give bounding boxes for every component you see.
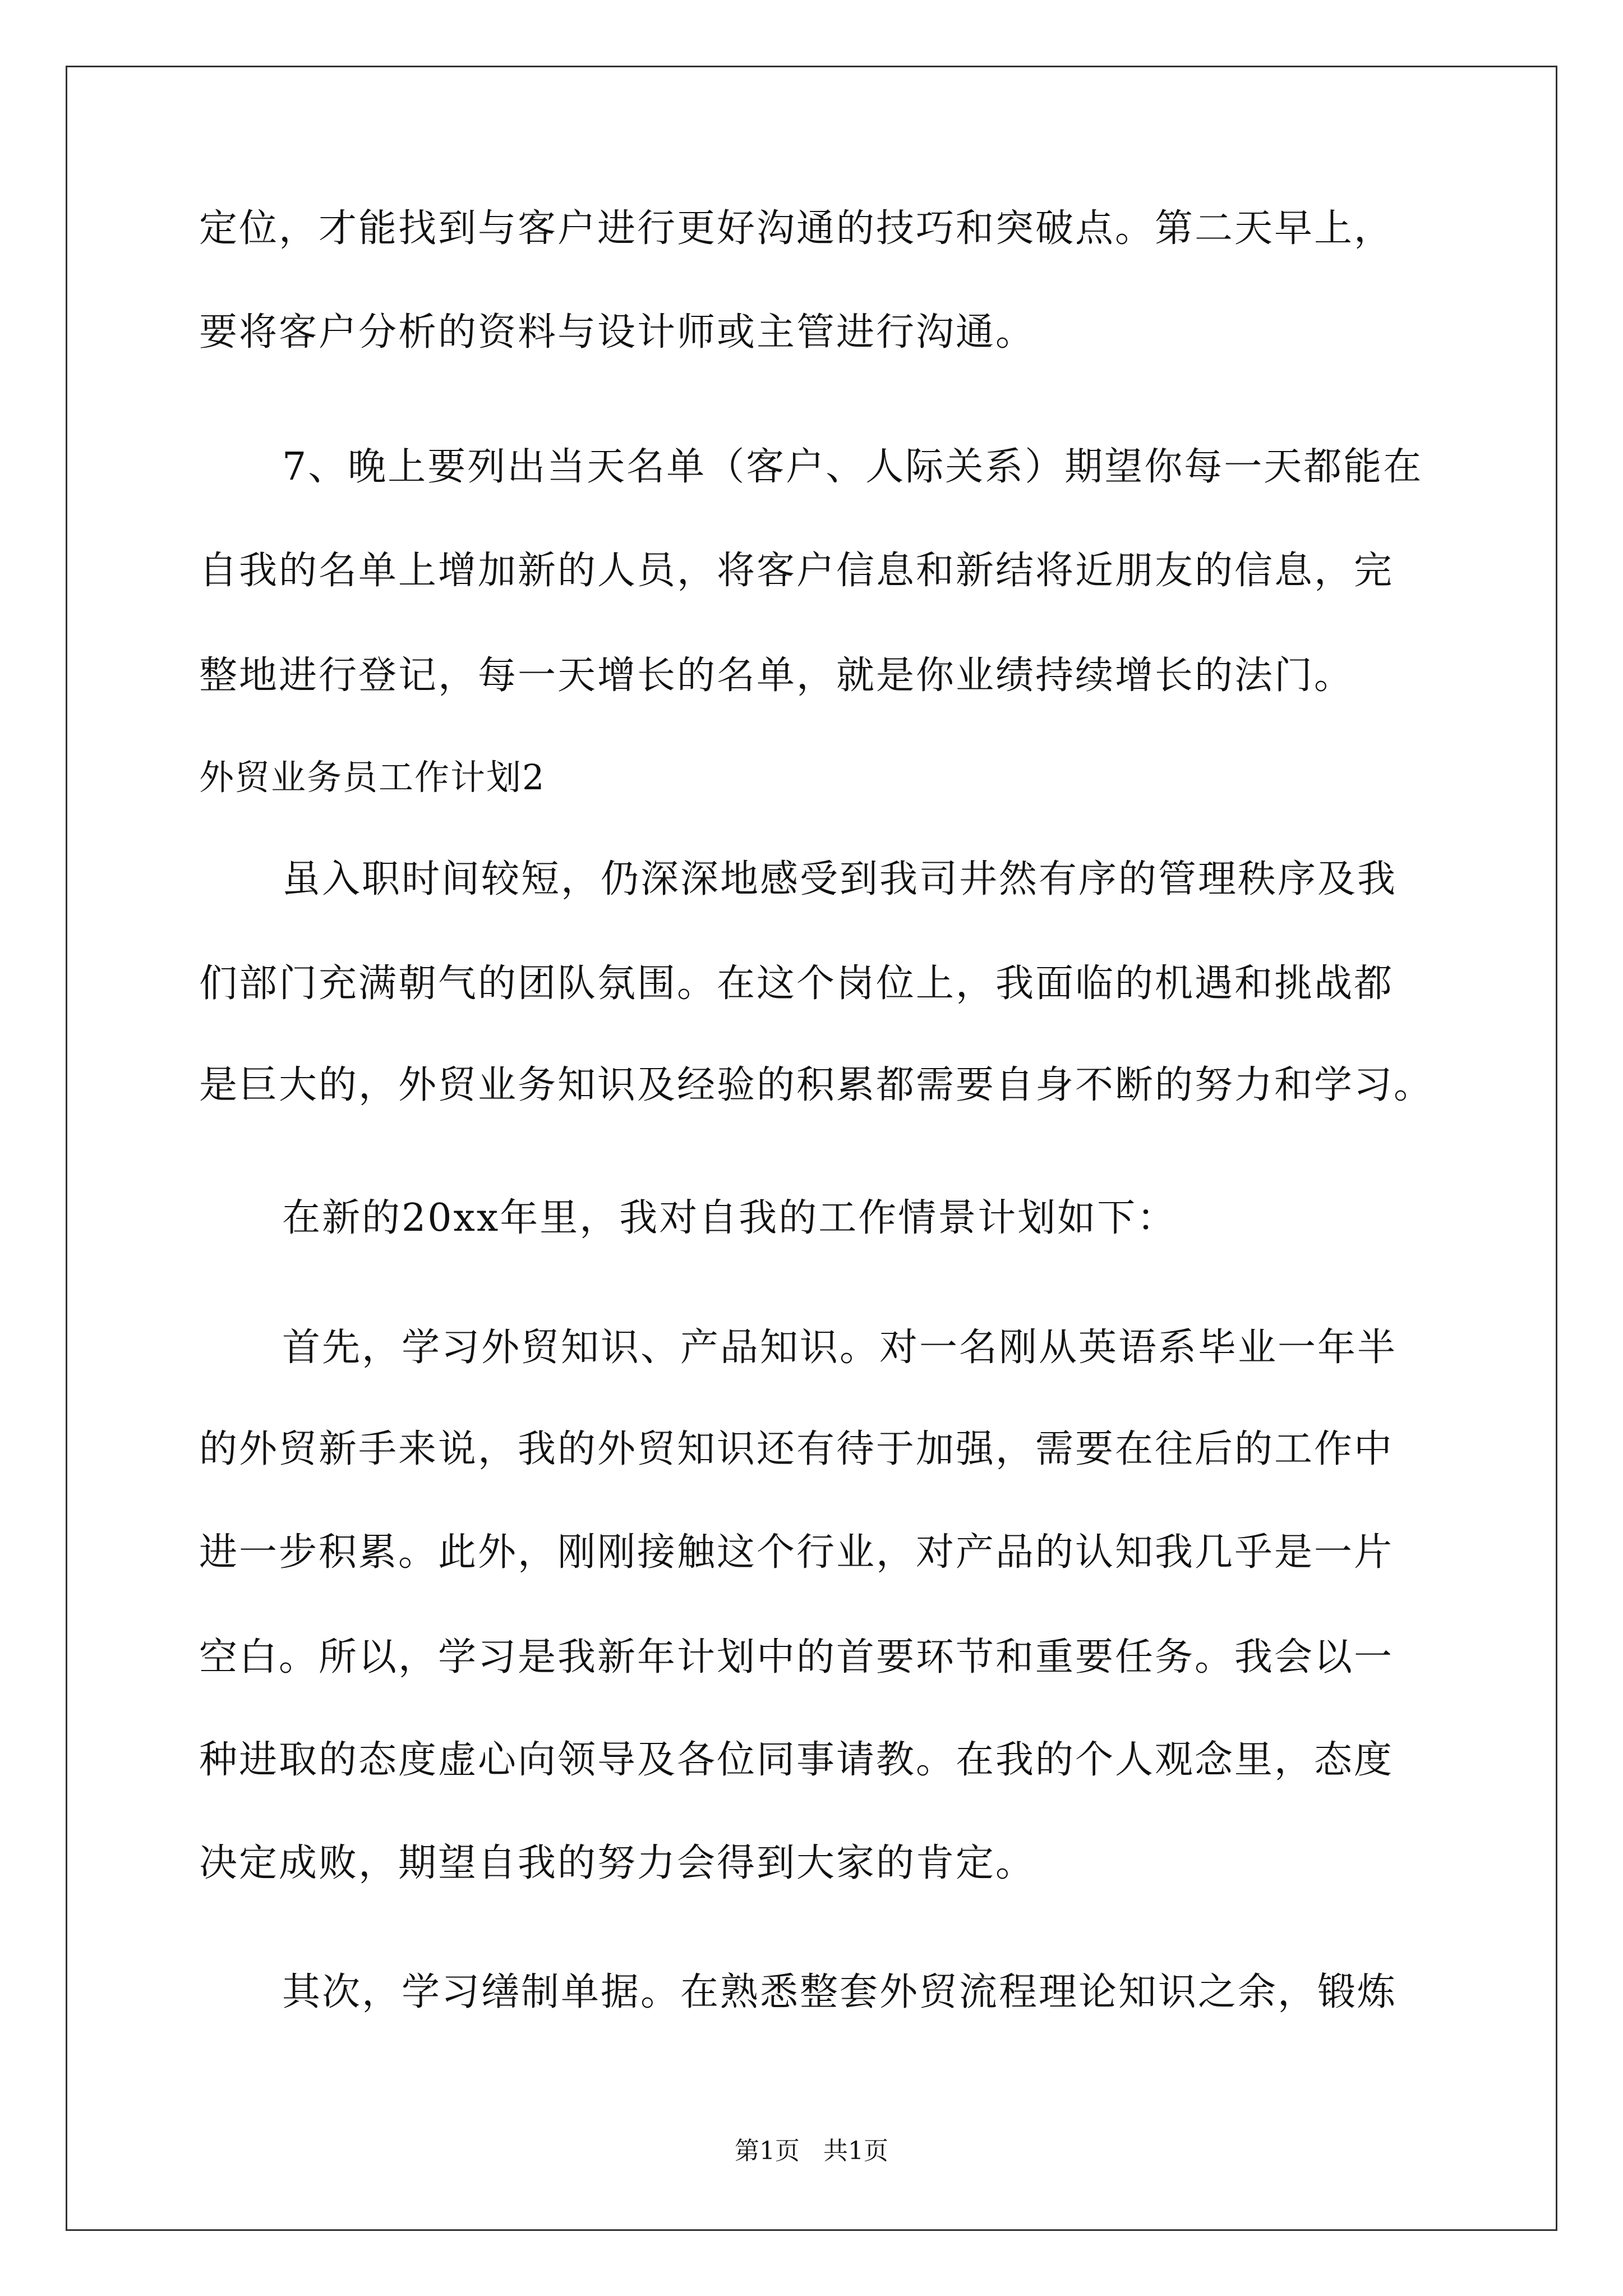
page-total: 共1页 — [823, 2137, 888, 2165]
paragraph-start-line: 在新的20xx年里，我对自我的工作情景计划如下： — [282, 1196, 1177, 1240]
text-line: 整地进行登记，每一天增长的名单，就是你业绩持续增长的法门。 — [199, 654, 1354, 698]
paragraph-start-line: 虽入职时间较短，仍深深地感受到我司井然有序的管理秩序及我 — [282, 857, 1398, 901]
paragraph-start-line: 首先，学习外贸知识、产品知识。对一名刚从英语系毕业一年半 — [282, 1326, 1398, 1370]
page-number: 第1页 — [735, 2137, 800, 2165]
section-heading: 外贸业务员工作计划2 — [199, 757, 546, 798]
text-line: 是巨大的，外贸业务知识及经验的积累都需要自身不断的努力和学习。 — [199, 1063, 1434, 1107]
paragraph-start-line: 其次，学习缮制单据。在熟悉整套外贸流程理论知识之余，锻炼 — [282, 1970, 1398, 2014]
text-line: 决定成败，期望自我的努力会得到大家的肯定。 — [199, 1841, 1036, 1885]
text-line: 种进取的态度虚心向领导及各位同事请教。在我的个人观念里，态度 — [199, 1738, 1394, 1782]
text-line: 进一步积累。此外，刚刚接触这个行业，对产品的认知我几乎是一片 — [199, 1530, 1394, 1575]
text-line: 定位，才能找到与客户进行更好沟通的技巧和突破点。第二天早上， — [199, 206, 1394, 251]
page-border — [66, 66, 1557, 2231]
text-line: 们部门充满朝气的团队氛围。在这个岗位上，我面临的机遇和挑战都 — [199, 961, 1394, 1006]
text-line: 的外贸新手来说，我的外贸知识还有待于加强，需要在往后的工作中 — [199, 1427, 1394, 1471]
text-line: 自我的名单上增加新的人员，将客户信息和新结将近朋友的信息，完 — [199, 549, 1394, 593]
text-line: 要将客户分析的资料与设计师或主管进行沟通。 — [199, 310, 1036, 355]
text-line: 空白。所以，学习是我新年计划中的首要环节和重要任务。我会以一 — [199, 1635, 1394, 1680]
paragraph-start-line: 7、晚上要列出当天名单（客户、人际关系）期望你每一天都能在 — [282, 445, 1423, 489]
page-footer — [0, 2134, 1623, 2168]
